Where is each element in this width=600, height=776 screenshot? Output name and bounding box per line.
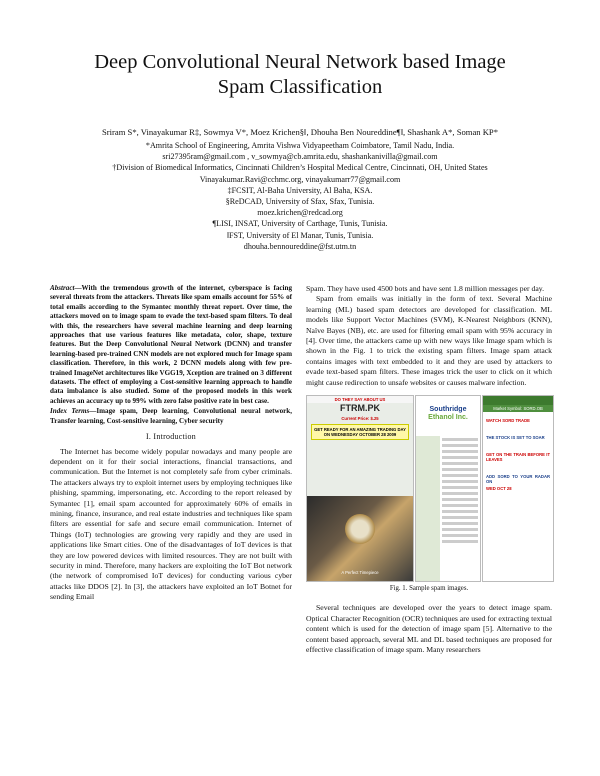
spam1-header: DO THEY SAY ABOUT US (307, 396, 413, 403)
affiliation-line: sri27395ram@gmail.com , v_sowmya@cb.amrita.edu, shashankanivilla@gmail.com (162, 152, 438, 162)
spam2-sidebar (416, 436, 440, 581)
spam3-header: Market Symbol: SORD.OB (483, 405, 553, 412)
spam3-row: THE STOCK IS SET TO SOAR (486, 435, 545, 441)
index-terms-label: Index Terms (50, 407, 90, 416)
affiliation-line: dhouha.bennoureddine@fst.utm.tn (243, 241, 357, 251)
paragraph: Several techniques are developed over the years to detect image spam. Optical Character Recognition (OCR) techniques are used for extracting textual content which is used for the detection of image spam [5]. Alternative to the content based approach, several ML and DL based techniques are proposed for effective classification of image spam. Many researchers (306, 603, 552, 655)
section-heading-introduction: I. Introduction (145, 432, 197, 442)
affiliation-line: Vinayakumar.Ravi@cchmc.org, vinayakumarr77@gmail.com (199, 174, 401, 184)
paragraph: The Internet has become widely popular nowadays and many people are dependent on it for their social interactions, financial transactions, and communication. But the Internet is not completely safe from cyber criminals. The attackers always try to exploit internet users by employing techniques like phishing, spamming, impersonating, etc. According to the report released by Symantec [1], email spam accounted for approximately 60% of emails in mining, finance, insurance, and real estate industries and techniques like spam filters are essential for safe and secure email communication. Internet of Things (IoT) technologies are growing very rapidly and they are used in applications like Smart cities. One of the disadvantages of IoT devices is that they are low powered devices with limited resources. They are not built with security in mind. Therefore, many hackers are exploiting the IoT Bot network (the network of compromised IoT devices) for conducting various cyber attacks like DDOS [2]. In [3], the attackers have exploited an IoT Botnet for sending Email (50, 446, 292, 602)
title-line-2: Spam Classification (217, 76, 383, 98)
spam3-row: GET ON THE TRAIN BEFORE IT LEAVES (486, 452, 550, 463)
spam2-brand: Southridge (429, 406, 467, 414)
affiliation-line: ¶LISI, INSAT, University of Carthage, Tunis, Tunisia. (212, 219, 388, 229)
affiliation-line: ‖FST, University of El Manar, Tunis, Tunisia. (226, 230, 374, 240)
left-column (50, 284, 292, 603)
spam2-brand2: Ethanol Inc. (428, 414, 468, 422)
spam1-line: Current Price: $.25 (341, 416, 379, 422)
affiliation-line: †Division of Biomedical Informatics, Cincinnati Children’s Hospital Medical Centre, Cincinnati, OH, United States (112, 163, 488, 173)
paragraph: Spam. They have used 4500 bots and have sent 1.8 million messages per day. (306, 284, 545, 293)
affiliation-line: ‡FCSIT, Al-Baha University, Al Baha, KSA. (227, 185, 373, 195)
abstract-label: Abstract (50, 284, 75, 292)
spam3-row: WATCH SORD TRADE (486, 418, 530, 424)
watch-face-icon (345, 514, 375, 544)
figure-spam-samples (306, 395, 552, 580)
affiliation-line: *Amrita School of Engineering, Amrita Vishwa Vidyapeetham Coimbatore, Tamil Nadu, India. (145, 141, 455, 150)
author-list: Sriram S*, Vinayakumar R‡, Sowmya V*, Moez Krichen§‖, Dhouha Ben Noureddine¶‖, Shashank A*, Soman KP* (102, 127, 498, 137)
index-terms (50, 407, 292, 426)
spam1-box: GET READY FOR AN AMAZING TRADING DAY ON WEDNESDAY OCTOBER 28 2009 (311, 424, 409, 440)
spam-image-2 (415, 395, 481, 582)
abstract-text: —With the tremendous growth of the internet, cyberspace is facing several threats from the attackers. Threats like spam emails account for 55% of total emails according to the Symantec monthly threat report. Over time, the attackers moved on to image spam to evade the text-based spam filters. To deal with this, the researchers have several machine learning and deep learning approaches that use various features like metadata, color, shape, texture features. But the Deep Convolutional Neural Network (DCNN) and transfer learning-based pre-trained CNN models are not explored much for Image spam classification. Therefore, in this work, 2 DCNN models along with few pre-trained ImageNet architectures like VGG19, Xception are trained on 3 different datasets. The effect of employing a Cost-sensitive learning approach to handle data imbalance is also studied. Some of the proposed models in this work achieves an accuracy up to 99% with zero false positive rate in best case. (50, 284, 292, 405)
index-terms-text: —Image spam, Deep learning, Convolutional neural network, Transfer learning, Cost-sensitive learning, Cyber security (50, 407, 293, 425)
spam-image-1 (306, 395, 414, 582)
paper-title (40, 50, 560, 100)
title-line-1: Deep Convolutional Neural Network based Image (94, 51, 506, 73)
spam2-text-lines (442, 438, 478, 546)
spam3-row: WED OCT 28 (486, 486, 512, 492)
abstract (50, 284, 292, 406)
watch-image (307, 496, 413, 581)
right-column (306, 284, 552, 656)
spam2-logo (416, 396, 480, 422)
affiliations (20, 140, 580, 252)
affiliation-line: §ReDCAD, University of Sfax, Sfax, Tunisia. (225, 197, 375, 207)
spam3-row: ADD SORD TO YOUR RADAR ON (486, 474, 550, 485)
spam1-bottom: A Perfect Timepiece (341, 570, 379, 576)
paragraph: Spam from emails was initially in the form of text. Several Machine learning (ML) based spam detectors are developed for classification. ML models like Support Vector Machines (SVM), K-Nearest Neighbors (KNN), Naïve Bayes (NB), etc. are used for filtering email spam with 95% accuracy in [4]. Over time, the attackers came up with new ways like Image spam which is shown in the Fig. 1 to trick the existing spam filters. Image spam attack contains images with text embedded to it and they are used by attackers to evade text-based spam filters. These images trick the user to click on it which might cause redirection to unsafe websites or causes malware infection. (306, 294, 552, 387)
affiliation-line: moez.krichen@redcad.org (257, 208, 343, 218)
spam-image-3 (482, 395, 554, 582)
spam3-banner (483, 396, 553, 405)
figure-caption: Fig. 1. Sample spam images. (389, 585, 469, 593)
spam1-brand: FTRM.PK (340, 403, 380, 414)
